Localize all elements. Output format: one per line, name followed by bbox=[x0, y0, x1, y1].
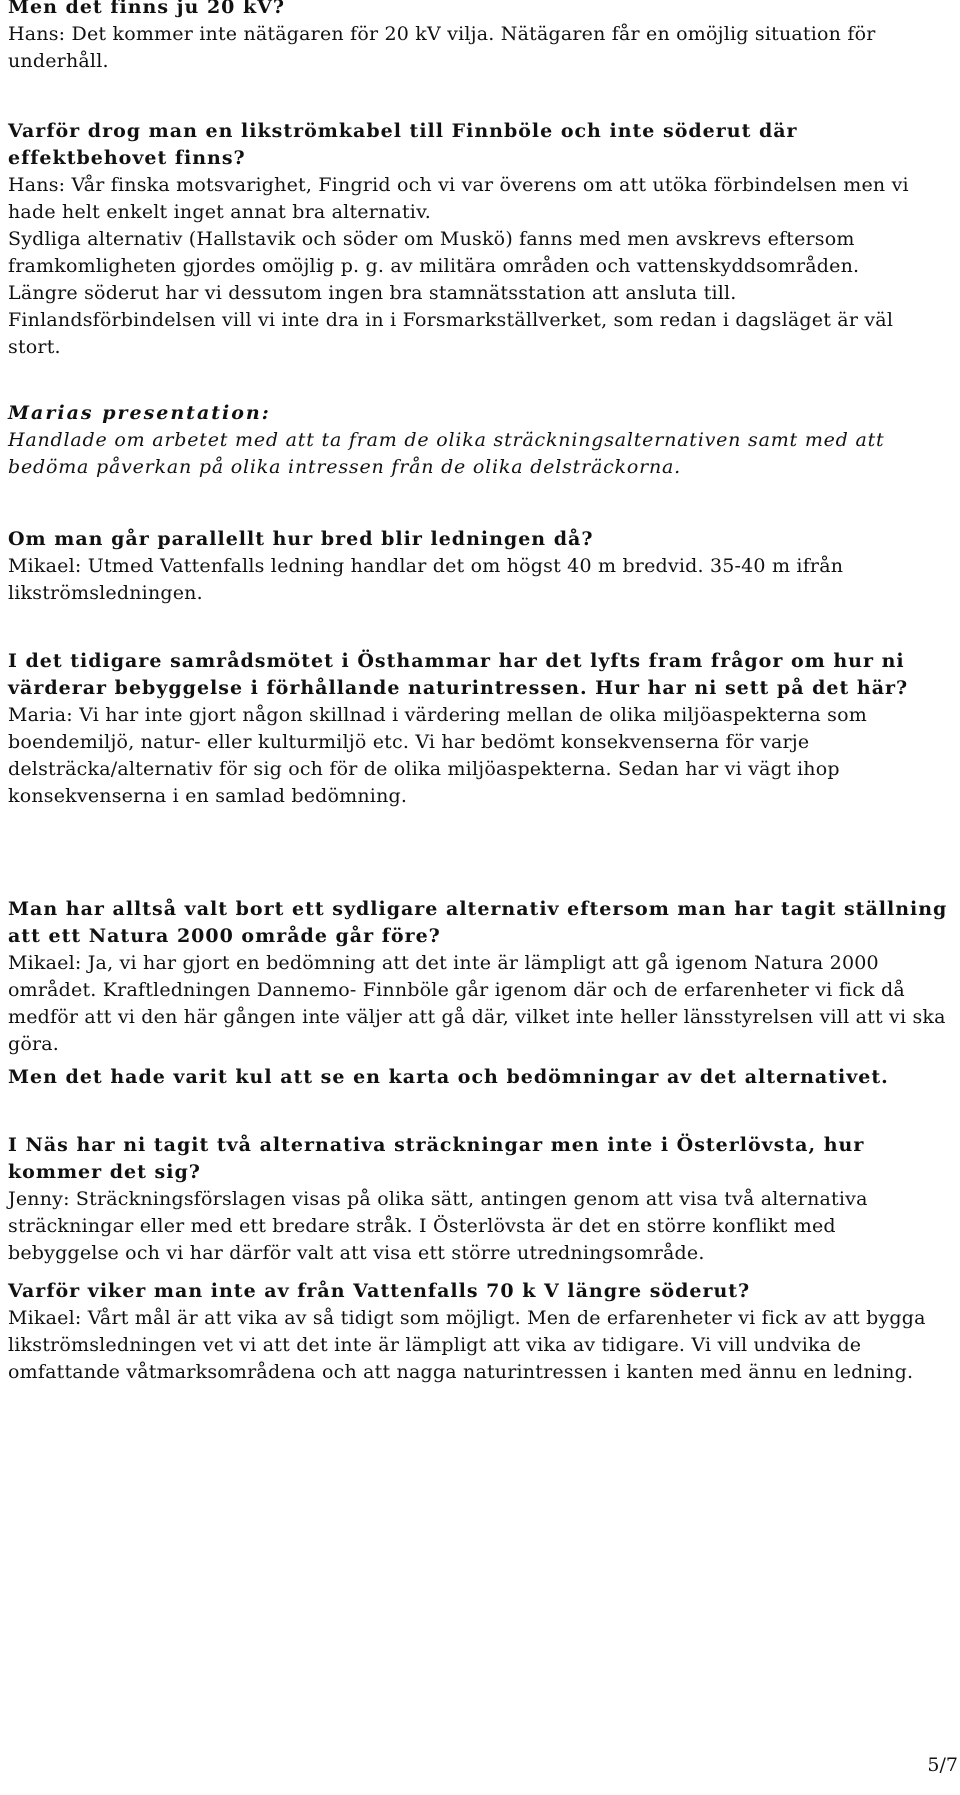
answer-line: Längre söderut har vi dessutom ingen bra stamnätsstation att ansluta till. bbox=[8, 282, 737, 304]
question: I det tidigare samrådsmötet i Östhammar har det lyfts fram frågor om hur ni värderar bebyggelse i förhållande naturintressen. Hur har ni sett på det här? bbox=[8, 650, 909, 699]
qa-block bbox=[8, 526, 952, 607]
comment: Men det hade varit kul att se en karta och bedömningar av det alternativet. bbox=[8, 1066, 889, 1088]
page-number: 5/7 bbox=[927, 1754, 958, 1776]
question: Men det finns ju 20 kV? bbox=[8, 0, 286, 18]
answer: Jenny: Sträckningsförslagen visas på olika sätt, antingen genom att visa två alternativa sträckningar eller med ett bredare stråk. I Österlövsta är det en större konflikt med bebyggelse och vi har därför valt att visa ett större utredningsområde. bbox=[8, 1188, 868, 1264]
presentation-block bbox=[8, 400, 952, 481]
question: Man har alltså valt bort ett sydligare alternativ eftersom man har tagit ställning att ett Natura 2000 område går före? bbox=[8, 898, 948, 947]
presentation-text: Handlade om arbetet med att ta fram de olika sträckningsalternativen samt med att bedöma påverkan på olika intressen från de olika delsträckorna. bbox=[8, 429, 885, 478]
answer-line: Hans: Vår finska motsvarighet, Fingrid och vi var överens om att utöka förbindelsen men vi hade helt enkelt inget annat bra alternativ. bbox=[8, 174, 909, 223]
qa-block bbox=[8, 0, 952, 75]
question: Varför viker man inte av från Vattenfalls 70 k V längre söderut? bbox=[8, 1280, 751, 1302]
answer: Mikael: Vårt mål är att vika av så tidigt som möjligt. Men de erfarenheter vi fick av att bygga likströmsledningen vet vi att det inte är lämpligt att vika av tidigare. Vi vill undvika de omfattande våtmarksområdena och att nagga naturintressen i kanten med ännu en ledning. bbox=[8, 1307, 926, 1383]
qa-block bbox=[8, 1278, 952, 1386]
comment-block bbox=[8, 1064, 952, 1091]
question: I Näs har ni tagit två alternativa sträckningar men inte i Österlövsta, hur kommer det sig? bbox=[8, 1134, 865, 1183]
answer-line: Finlandsförbindelsen vill vi inte dra in i Forsmarkställverket, som redan i dagsläget är väl stort. bbox=[8, 309, 894, 358]
qa-block bbox=[8, 896, 952, 1058]
qa-block bbox=[8, 1132, 952, 1267]
question: Varför drog man en likströmkabel till Finnböle och inte söderut där effektbehovet finns? bbox=[8, 120, 798, 169]
question: Om man går parallellt hur bred blir ledningen då? bbox=[8, 528, 594, 550]
qa-block bbox=[8, 648, 952, 810]
answer: Hans: Det kommer inte nätägaren för 20 kV vilja. Nätägaren får en omöjlig situation för underhåll. bbox=[8, 23, 876, 72]
qa-block bbox=[8, 118, 952, 361]
answer: Mikael: Ja, vi har gjort en bedömning att det inte är lämpligt att gå igenom Natura 2000 området. Kraftledningen Dannemo- Finnböle går igenom där och de erfarenheter vi fick då medför att vi den här gången inte väljer att gå där, vilket inte heller länsstyrelsen vill att vi ska göra. bbox=[8, 952, 946, 1055]
answer-line: Sydliga alternativ (Hallstavik och söder om Muskö) fanns med men avskrevs eftersom framkomligheten gjordes omöjlig p. g. av militära områden och vattenskyddsområden. bbox=[8, 228, 860, 277]
answer: Maria: Vi har inte gjort någon skillnad i värdering mellan de olika miljöaspekterna som boendemiljö, natur- eller kulturmiljö etc. Vi har bedömt konsekvenserna för varje delsträcka/alternativ för sig och för de olika miljöaspekterna. Sedan har vi vägt ihop konsekvenserna i en samlad bedömning. bbox=[8, 704, 867, 807]
presentation-heading: Marias presentation: bbox=[8, 402, 271, 424]
answer: Mikael: Utmed Vattenfalls ledning handlar det om högst 40 m bredvid. 35-40 m ifrån likströmsledningen. bbox=[8, 555, 844, 604]
